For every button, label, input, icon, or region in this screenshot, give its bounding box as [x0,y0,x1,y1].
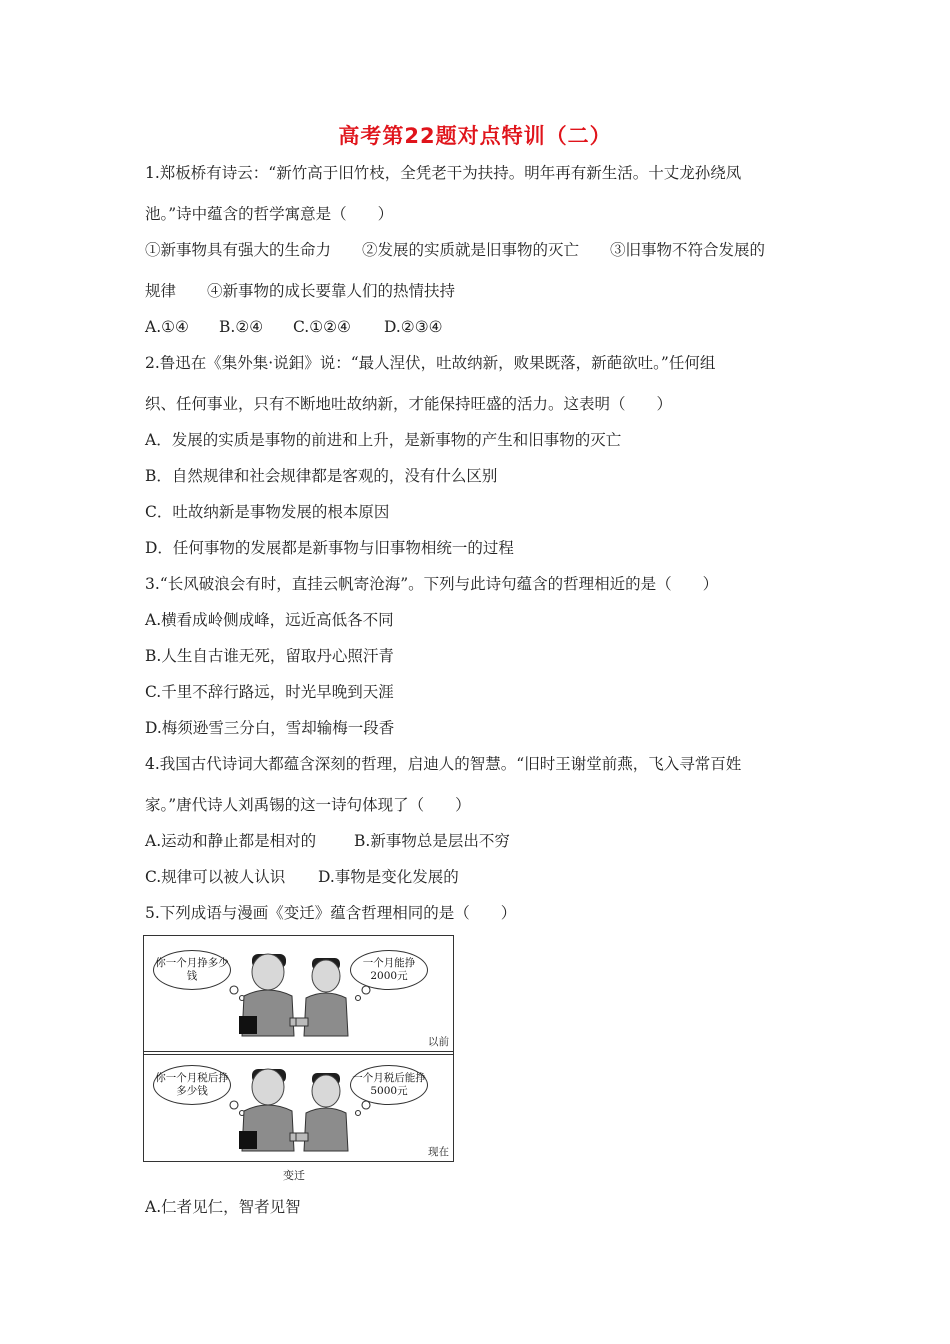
q2-option-b: B．自然规律和社会规律都是客观的，没有什么区别 [145,467,498,485]
q2-option-a: A．发展的实质是事物的前进和上升，是新事物的产生和旧事物的灭亡 [145,431,622,449]
comic-illustration [143,935,454,1162]
q3-option-c: C.千里不辞行路远，时光早晚到天涯 [145,683,394,701]
two-men-talking-illustration [144,936,455,1051]
speech-bubble-question-now: 你一个月税后挣多少钱 [153,1065,231,1105]
q3-option-d: D.梅须逊雪三分白，雪却输梅一段香 [145,719,395,737]
page-title: 高考第22题对点特训（二） [338,124,612,148]
q4-option-a: A.运动和静止都是相对的 [145,832,317,850]
panel-label-now: 现在 [428,1146,449,1158]
comic-caption: 变迁 [283,1169,305,1182]
q2-stem-line1: 2.鲁迅在《集外集·说鈤》说：“最人涅伏，吐故纳新，败果既落，新葩欲吐。”任何组 [145,354,716,372]
q3-option-a: A.横看成岭侧成峰，远近高低各不同 [145,611,394,629]
q1-option-b: B.②④ [219,318,264,336]
q2-option-d: D．任何事物的发展都是新事物与旧事物相统一的过程 [145,539,514,557]
q3-option-b: B.人生自古谁无死，留取丹心照汗青 [145,647,394,665]
q5-option-a: A.仁者见仁，智者见智 [145,1198,301,1216]
q4-option-c: C.规律可以被人认识 [145,868,286,886]
q4-option-d: D.事物是变化发展的 [318,868,459,886]
q3-stem: 3.“长风破浪会有时，直挂云帆寄沧海”。下列与此诗句蕴含的哲理相近的是（ ） [145,575,719,593]
comic-panel-before [144,936,453,1052]
q1-stem-line2: 池。”诗中蕴含的哲学寓意是（ ） [145,205,394,223]
panel-label-before: 以前 [428,1036,449,1048]
q1-option-c: C.①②④ [293,318,351,336]
speech-bubble-question-before: 你一个月挣多少钱 [153,950,231,990]
speech-bubble-answer-now: 一个月税后能挣5000元 [350,1065,428,1105]
q1-statements-line1: ①新事物具有强大的生命力 ②发展的实质就是旧事物的灭亡 ③旧事物不符合发展的 [145,241,766,259]
comic-panel-now [144,1054,453,1161]
speech-bubble-answer-before: 一个月能挣2000元 [350,950,428,990]
q4-option-b: B.新事物总是层出不穷 [354,832,510,850]
q1-stem-line1: 1.郑板桥有诗云：“新竹高于旧竹枝，全凭老干为扶持。明年再有新生活。十丈龙孙绕凤 [145,164,742,182]
q1-statements-line2: 规律 ④新事物的成长要靠人们的热情扶持 [145,282,456,300]
q1-option-d: D.②③④ [384,318,443,336]
q5-stem: 5.下列成语与漫画《变迁》蕴含哲理相同的是（ ） [145,904,517,922]
q4-stem-line1: 4.我国古代诗词大都蕴含深刻的哲理，启迪人的智慧。“旧时王谢堂前燕，飞入寻常百姓 [145,755,742,773]
q2-stem-line2: 织、任何事业，只有不断地吐故纳新，才能保持旺盛的活力。这表明（ ） [145,395,673,413]
q1-option-a: A.①④ [145,318,189,336]
q2-option-c: C．吐故纳新是事物发展的根本原因 [145,503,390,521]
two-men-talking-illustration [144,1055,455,1161]
q4-stem-line2: 家。”唐代诗人刘禹锡的这一诗句体现了（ ） [145,796,471,814]
